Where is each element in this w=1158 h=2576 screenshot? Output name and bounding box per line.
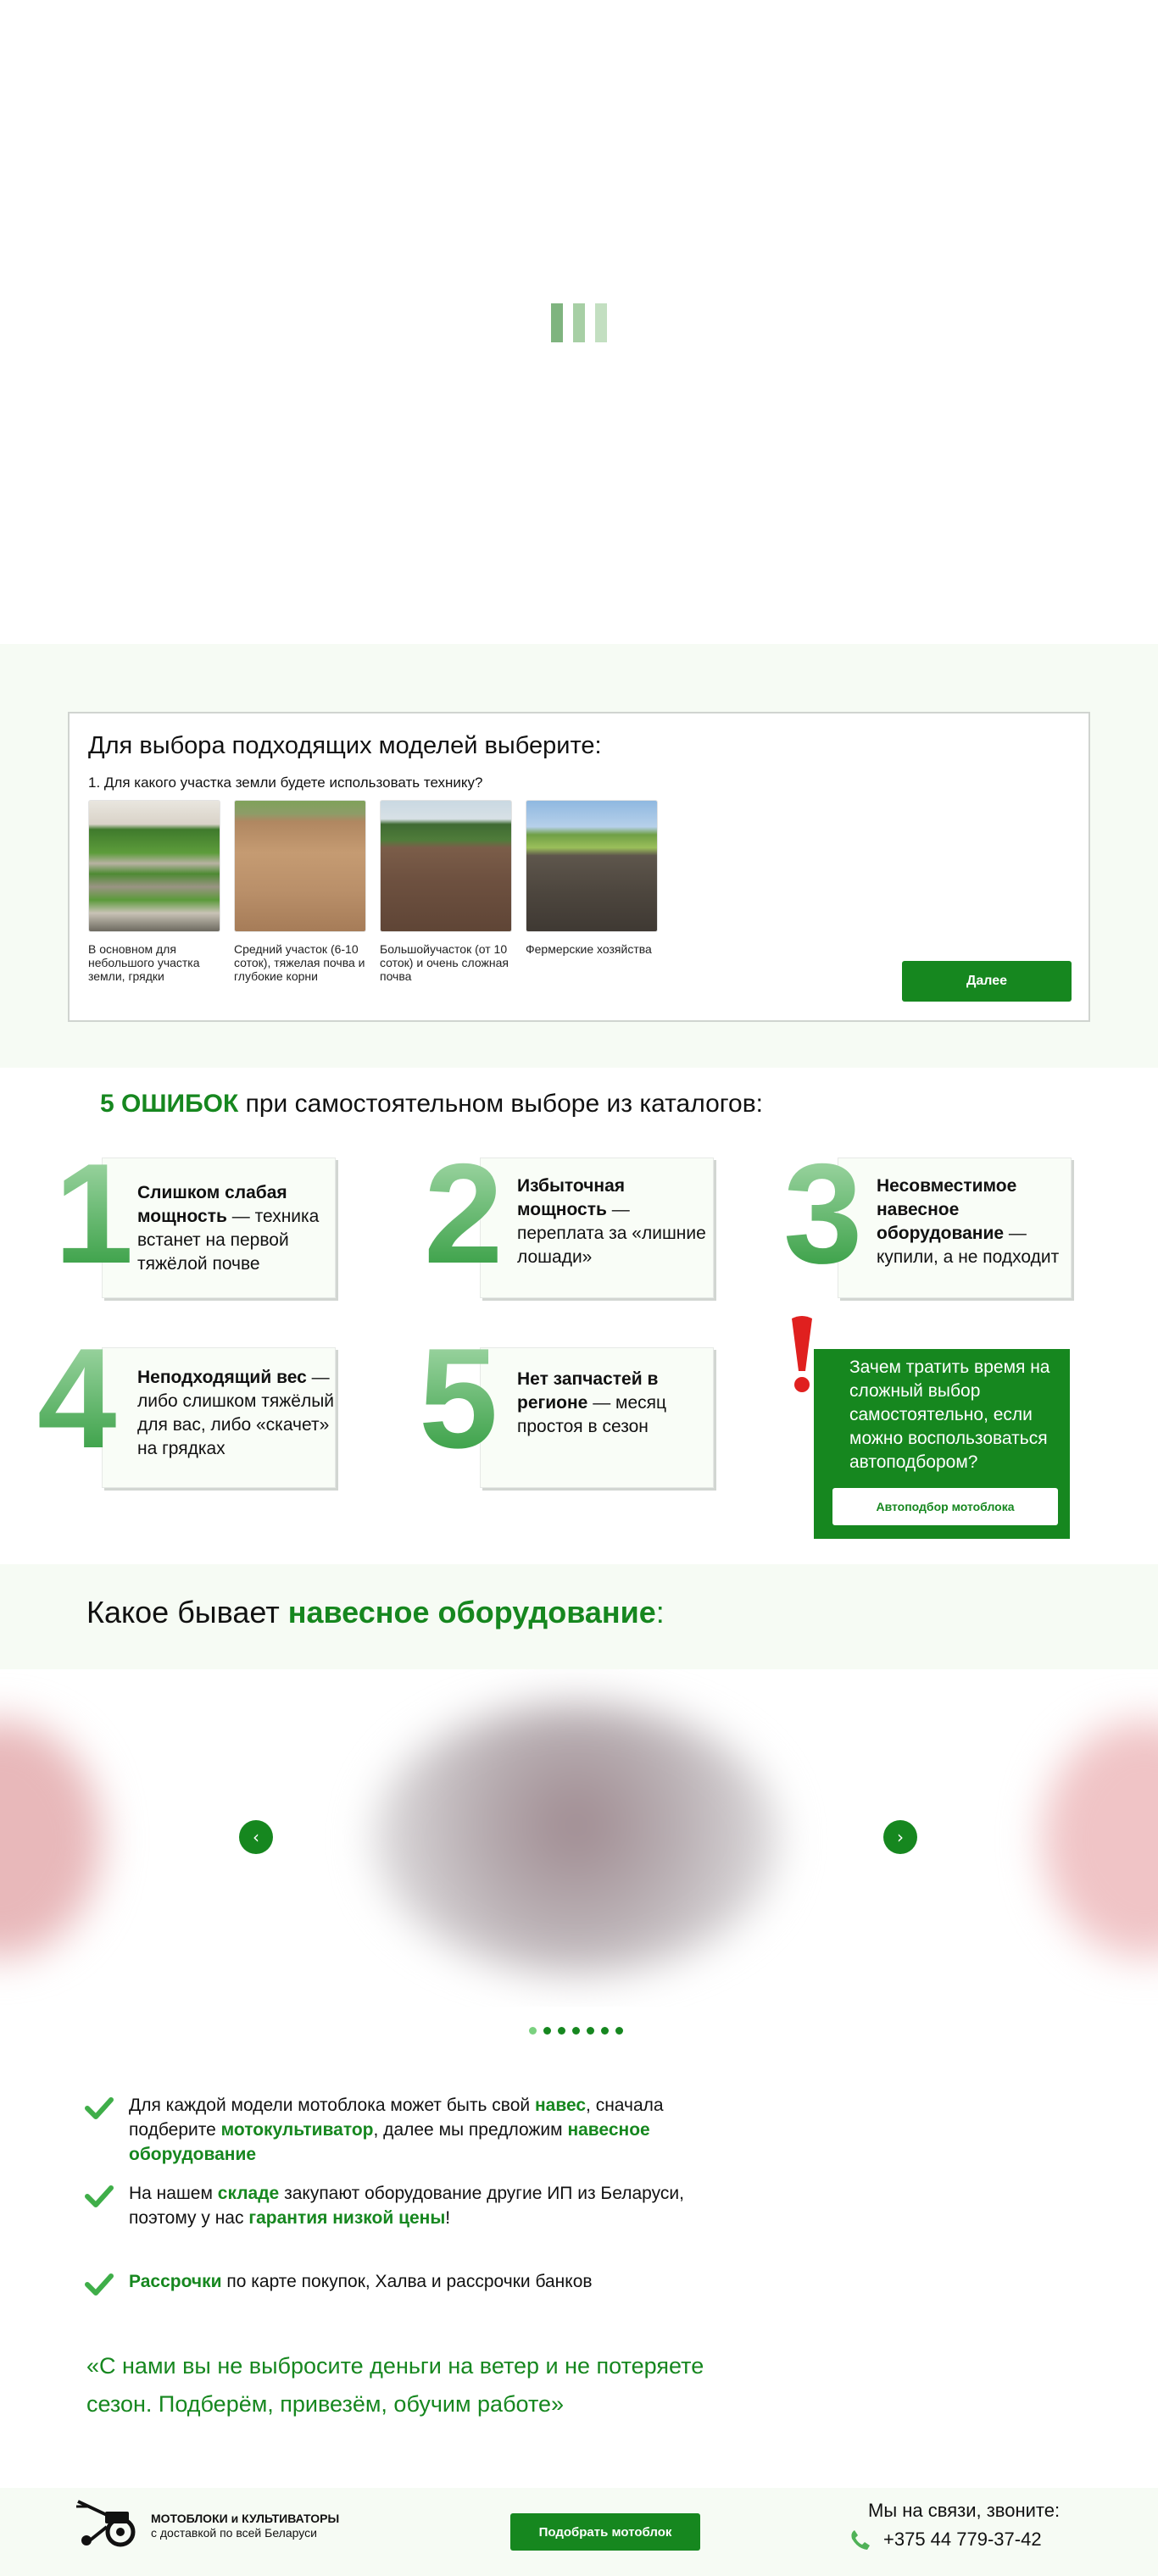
- benefit-highlight: навес: [534, 2096, 587, 2115]
- benefit-text-part: по карте покупок, Халва и рассрочки банков: [221, 2272, 593, 2291]
- loader-bar: [573, 303, 585, 342]
- mistakes-title: [100, 1090, 763, 1119]
- logo-text: [151, 2512, 339, 2540]
- pick-motoblock-button[interactable]: Подобрать мотоблок: [510, 2513, 700, 2551]
- slider-dot[interactable]: [558, 2027, 565, 2035]
- check-icon: [85, 2185, 114, 2208]
- mistake-bold: Несовместимое навесное оборудование: [877, 1176, 1017, 1243]
- mistake-rest: — месяц простоя в сезон: [517, 1393, 667, 1436]
- mistake-number: 1: [54, 1134, 134, 1293]
- quiz-option-farm[interactable]: [526, 800, 658, 956]
- mistake-bold: Слишком слабая мощность: [137, 1183, 287, 1226]
- benefit-text-part: , сначала подберите: [129, 2096, 664, 2140]
- phone-number[interactable]: +375 44 779-37-42: [883, 2529, 1042, 2550]
- next-button[interactable]: Далее: [902, 961, 1072, 1002]
- equipment-title-accent: навесное оборудование: [287, 1595, 656, 1629]
- option-caption: Средний участок (6-10 соток), тяжелая почва и глубокие корни: [234, 942, 365, 983]
- mistake-text: [137, 1181, 337, 1276]
- equipment-slider[interactable]: [0, 1669, 1158, 2007]
- plowed-field-image[interactable]: [380, 800, 512, 932]
- benefit-highlight: складе: [217, 2184, 280, 2203]
- benefit-text-part: закупают оборудование другие ИП из Беларуси, поэтому у нас: [129, 2184, 684, 2228]
- mistakes-title-accent: 5 ОШИБОК: [100, 1090, 239, 1118]
- quiz-title: Для выбора подходящих моделей выберите:: [88, 732, 602, 759]
- benefit-highlight: гарантия низкой цены: [248, 2208, 446, 2228]
- slider-dot[interactable]: [543, 2027, 551, 2035]
- benefit-text-part: , далее мы предложим: [373, 2120, 568, 2140]
- motoblock-logo-icon[interactable]: [73, 2498, 142, 2547]
- slide-image-current: [373, 1703, 780, 1974]
- benefit-text: [129, 2093, 746, 2167]
- option-caption: Большойучасток (от 10 соток) и очень сложная почва: [380, 942, 509, 983]
- mistake-rest: — техника встанет на первой тяжёлой почве: [137, 1207, 320, 1274]
- slide-image-prev: [0, 1720, 102, 1957]
- mistake-number: 2: [424, 1134, 504, 1293]
- slide-image-next: [1043, 1720, 1158, 1957]
- check-icon: [85, 2096, 114, 2120]
- slider-dot[interactable]: [601, 2027, 609, 2035]
- quiz-card: [68, 712, 1090, 1022]
- slider-dot[interactable]: [529, 2027, 537, 2035]
- slider-dot[interactable]: [572, 2027, 580, 2035]
- mistake-rest: — переплата за «лишние лошади»: [517, 1200, 706, 1267]
- logo-title: МОТОБЛОКИ и КУЛЬТИВАТОРЫ: [151, 2512, 340, 2525]
- slider-prev-button[interactable]: ‹: [239, 1820, 273, 1854]
- loading-screen: [0, 0, 1158, 644]
- mistake-rest: — купили, а не подходит: [877, 1224, 1060, 1267]
- quiz-question: 1. Для какого участка земли будете использовать технику?: [88, 774, 483, 791]
- equipment-title: [86, 1595, 665, 1630]
- mistake-number: 3: [783, 1134, 863, 1293]
- benefit-item: [85, 2269, 746, 2295]
- cta-text: Зачем тратить время на сложный выбор самостоятельно, если можно воспользоваться автоподбором?: [849, 1357, 1050, 1472]
- autoselect-cta: [814, 1349, 1070, 1539]
- equipment-title-plain: Какое бывает: [86, 1595, 288, 1629]
- equipment-title-colon: :: [655, 1595, 665, 1629]
- quiz-option-small-garden[interactable]: [88, 800, 220, 983]
- mistake-bold: Нет запчастей в регионе: [517, 1369, 659, 1413]
- benefit-item: [85, 2093, 746, 2169]
- loader-bar: [595, 303, 607, 342]
- option-caption: Фермерские хозяйства: [526, 942, 652, 956]
- benefit-text-part: !: [445, 2208, 451, 2228]
- mistake-text: [517, 1368, 717, 1439]
- mistakes-title-rest: при самостоятельном выборе из каталогов:: [238, 1090, 763, 1118]
- benefit-text-part: Для каждой модели мотоблока может быть свой: [129, 2096, 535, 2115]
- quiz-option-medium-plot[interactable]: [234, 800, 366, 983]
- check-icon: [85, 2273, 114, 2296]
- mistake-number: 4: [37, 1319, 117, 1478]
- slider-dot[interactable]: [587, 2027, 594, 2035]
- mistake-text: [877, 1174, 1077, 1269]
- benefit-text: [129, 2181, 746, 2230]
- loader-bar: [551, 303, 563, 342]
- farm-field-image[interactable]: [526, 800, 658, 932]
- mistake-bold: Неподходящий вес: [137, 1368, 307, 1387]
- logo-subtitle: с доставкой по всей Беларуси: [151, 2526, 317, 2540]
- mistake-text: [137, 1366, 337, 1461]
- benefit-highlight: Рассрочки: [129, 2272, 222, 2291]
- exclamation-icon: [787, 1315, 817, 1396]
- mistake-text: [517, 1174, 717, 1269]
- quiz-option-large-plot[interactable]: [380, 800, 512, 983]
- benefit-highlight: навесное оборудование: [129, 2120, 650, 2164]
- garden-beds-image[interactable]: [88, 800, 220, 932]
- benefit-text-part: На нашем: [129, 2184, 218, 2203]
- mistake-bold: Избыточная мощность: [517, 1176, 626, 1219]
- slider-next-button[interactable]: ›: [883, 1820, 917, 1854]
- benefit-text: [129, 2269, 593, 2294]
- option-caption: В основном для небольшого участка земли, грядки: [88, 942, 200, 983]
- contact-label: Мы на связи, звоните:: [868, 2500, 1061, 2521]
- slogan-quote: «С нами вы не выбросите деньги на ветер и не потеряете сезон. Подберём, привезём, обучим работе»: [86, 2353, 704, 2417]
- benefit-item: [85, 2181, 746, 2232]
- mistake-rest: — либо слишком тяжёлый для вас, либо «скачет» на грядках: [137, 1368, 335, 1458]
- autoselect-button[interactable]: Автоподбор мотоблока: [832, 1488, 1058, 1525]
- slider-dot[interactable]: [615, 2027, 623, 2035]
- benefit-highlight: мотокультиватор: [220, 2120, 374, 2140]
- soil-image[interactable]: [234, 800, 366, 932]
- mistake-number: 5: [419, 1319, 498, 1478]
- phone-icon: [849, 2529, 871, 2551]
